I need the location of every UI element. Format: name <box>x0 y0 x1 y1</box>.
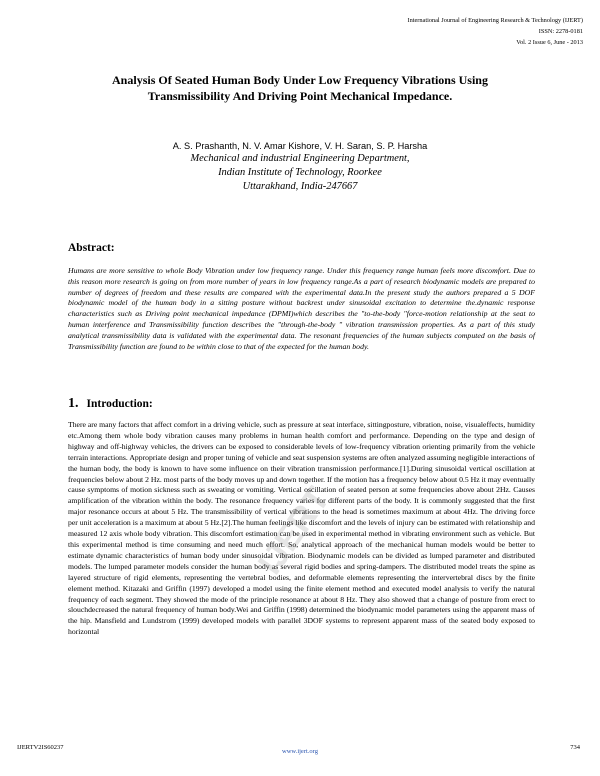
abstract-heading: Abstract: <box>68 242 115 254</box>
abstract-text: Humans are more sensitive to whole Body Vibration under low frequency range. Under this frequency range human feels more discomfort. Due to this reason more research is going on from more number of years in low frequency range.As a part of research biodynamic models are prepared to number of degrees of freedom and these results are compared with the experimental data.In the present study the authors prepared a 5 DOF biodynamic model of the human body in a sitting posture without backrest under sinusoidal excitation to determine the.dynamic response characteristics such as Driving point mechanical impedance (DPMI)which describes the "to-the-body "force-motion relationship at the seat to human interference and Transmissibility function describes the "through-the-body " vibration transmission properties. As a part of this study analytical transmissibility data is validated with the experimental data. The resonant frequencies of the human subjects computed on the basis of Transmissibility function are found to be within close to that of the expected for the human body. <box>68 266 535 351</box>
volume-issue: Vol. 2 Issue 6, June - 2013 <box>516 39 583 46</box>
affiliation-location: Uttarakhand, India-247667 <box>242 181 358 192</box>
affiliation <box>60 152 540 194</box>
section-number: 1. <box>68 396 79 411</box>
issn: ISSN: 2278-0181 <box>538 28 583 35</box>
introduction-heading <box>68 396 153 412</box>
introduction-text: There are many factors that affect comfort in a driving vehicle, such as pressure at seat interface, sittingposture, vibration, noise, visualeffects, humidity etc.Among them whole body vibration causes many problems in human health comfort and performance. Depending on the type and design of highway and off-highway vehicles, the drivers can be exposed to considerable levels of low-frequency vibration orienting primarily from the vehicle terrain interactions. Appropriate design and proper tuning of vehicle and seat suspension systems are often analyzed assuming negligible interactions of the human body, the body is known to have some influence on their vibration transmission performance.[1].During sinusoidal vertical oscillation at frequencies below about 2 Hz. most parts of the body moves up and down together. If the motion has a frequency below about 0.5 Hz it may eventually cause symptoms of motion sickness such as sweating or vomiting. Vertical oscillation of seated person at some frequencies above about 2Hz. Causes amplification of the vibration within the body. The resonance frequency varies for different parts of the body. It is commonly suggested that the first major resonance occurs at about 5 Hz. The transmissibility of vertical vibrations to the head is sometimes maximum at about 4Hz. The driving force per unit acceleration is a maximum at about 5 Hz.[2].The human feelings like discomfort and the levels of injury can be estimated with relationship and measured 12 axis whole body vibration. This discomfort estimation can be used in experimental method in vibrating environment such as vehicle. But this experimental method is time consuming and need much effort. So, analytical approach of the mechanical human models would be better to estimate dynamic characteristics of human body under sinusoidal vibration. Biodynamic models can be divided as lumped parameter and distributed models. The lumped parameter models consider the human body as several rigid bodies and spring-dampers. The distributed model treats the spine as layered structure of rigid elements, representing the vertebral bodies, and deformable elements representing the intervertebral discs by the finite element method. Kitazaki and Griffin (1997) developed a model using the finite element method and executed model analysis to verify the natural frequency of each segment. They showed the mode of the principle resonance at about 8 Hz. They also showed that a change of posture from erect to slouchdecreased the natural frequency of human body.Wei and Griffin (1998) determined the biodynamic model parameters using the apparent mass of the hip. Mansfield and Lundstrom (1999) developed models with parallel 3DOF systems to represent apparent mass of the seated body exposed to horizontal <box>68 420 536 637</box>
paper-title <box>40 72 560 104</box>
page-number: 734 <box>570 744 580 751</box>
paper-id: IJERTV2IS60237 <box>17 744 64 751</box>
journal-website-link[interactable]: www.ijert.org <box>282 748 318 755</box>
section-title: Introduction: <box>86 398 153 410</box>
authors: A. S. Prashanth, N. V. Amar Kishore, V. H. Saran, S. P. Harsha <box>172 141 428 151</box>
affiliation-institute: Indian Institute of Technology, Roorkee <box>218 167 382 178</box>
affiliation-dept: Mechanical and industrial Engineering Department, <box>190 153 410 164</box>
title-line-2: Transmissibility And Driving Point Mechanical Impedance. <box>147 89 453 103</box>
title-line-1: Analysis Of Seated Human Body Under Low Frequency Vibrations Using <box>112 73 488 87</box>
watermark-text: IJERT <box>250 480 338 582</box>
ijert-watermark <box>236 470 356 590</box>
journal-name: International Journal of Engineering Research & Technology (IJERT) <box>407 17 583 24</box>
